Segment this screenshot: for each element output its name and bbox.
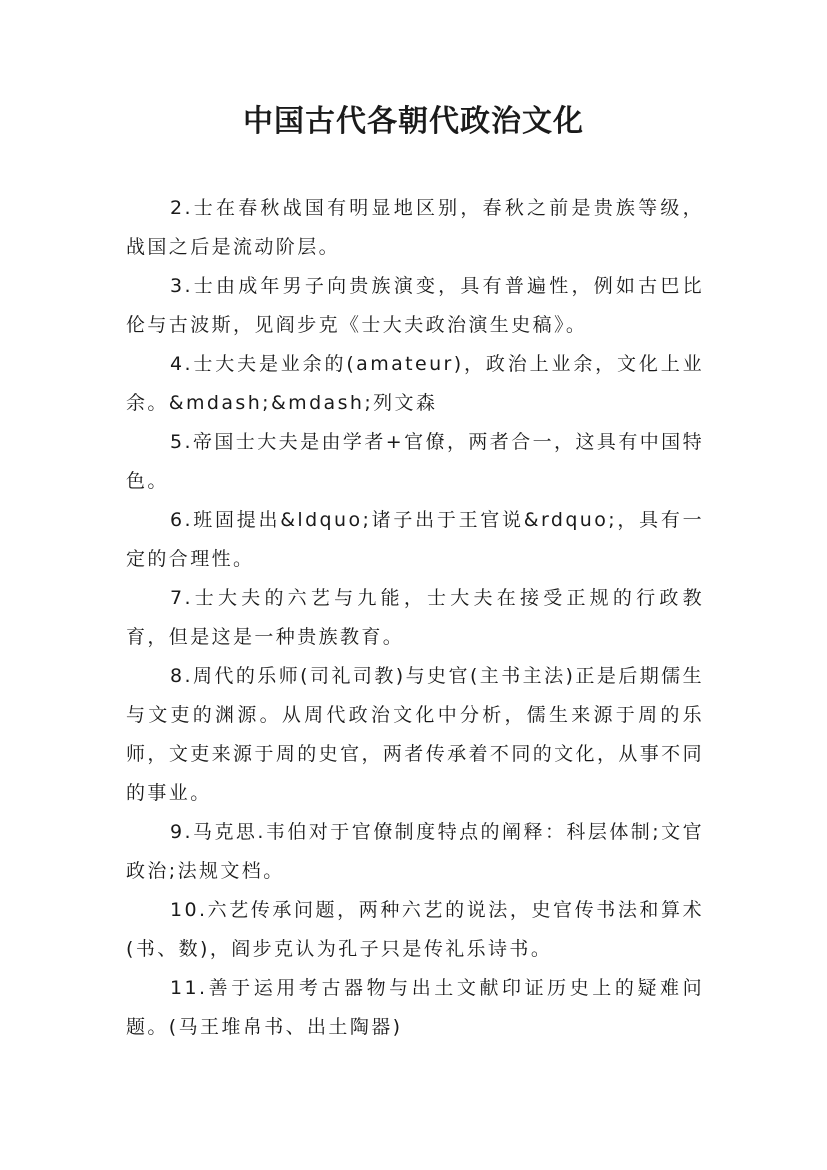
- paragraph: 8.周代的乐师(司礼司教)与史官(主书主法)正是后期儒生与文吏的渊源。从周代政治文化中分析，儒生来源于周的乐师，文吏来源于周的史官，两者传承着不同的文化，从事不同的事业。: [126, 665, 704, 804]
- paragraph: 7.士大夫的六艺与九能，士大夫在接受正规的行政教育，但是这是一种贵族教育。: [126, 587, 704, 648]
- document-body: [126, 189, 704, 1047]
- document-title: 中国古代各朝代政治文化: [243, 104, 584, 139]
- paragraph: 6.班固提出&ldquo;诸子出于王官说&rdquo;，具有一定的合理性。: [126, 509, 704, 570]
- paragraph: 10.六艺传承问题，两种六艺的说法，史官传书法和算术(书、数)，阎步克认为孔子只是传礼乐诗书。: [126, 899, 704, 960]
- paragraph: 2.士在春秋战国有明显地区别，春秋之前是贵族等级，战国之后是流动阶层。: [126, 197, 704, 258]
- paragraph: 9.马克思.韦伯对于官僚制度特点的阐释：科层体制;文官政治;法规文档。: [126, 821, 704, 882]
- paragraph: 5.帝国士大夫是由学者+官僚，两者合一，这具有中国特色。: [126, 431, 704, 492]
- paragraph: 4.士大夫是业余的(amateur)，政治上业余，文化上业余。&mdash;&mdash;列文森: [126, 353, 704, 414]
- paragraph: 3.士由成年男子向贵族演变，具有普遍性，例如古巴比伦与古波斯，见阎步克《士大夫政治演生史稿》。: [126, 275, 704, 336]
- paragraph: 11.善于运用考古器物与出土文献印证历史上的疑难问题。(马王堆帛书、出土陶器): [126, 977, 704, 1038]
